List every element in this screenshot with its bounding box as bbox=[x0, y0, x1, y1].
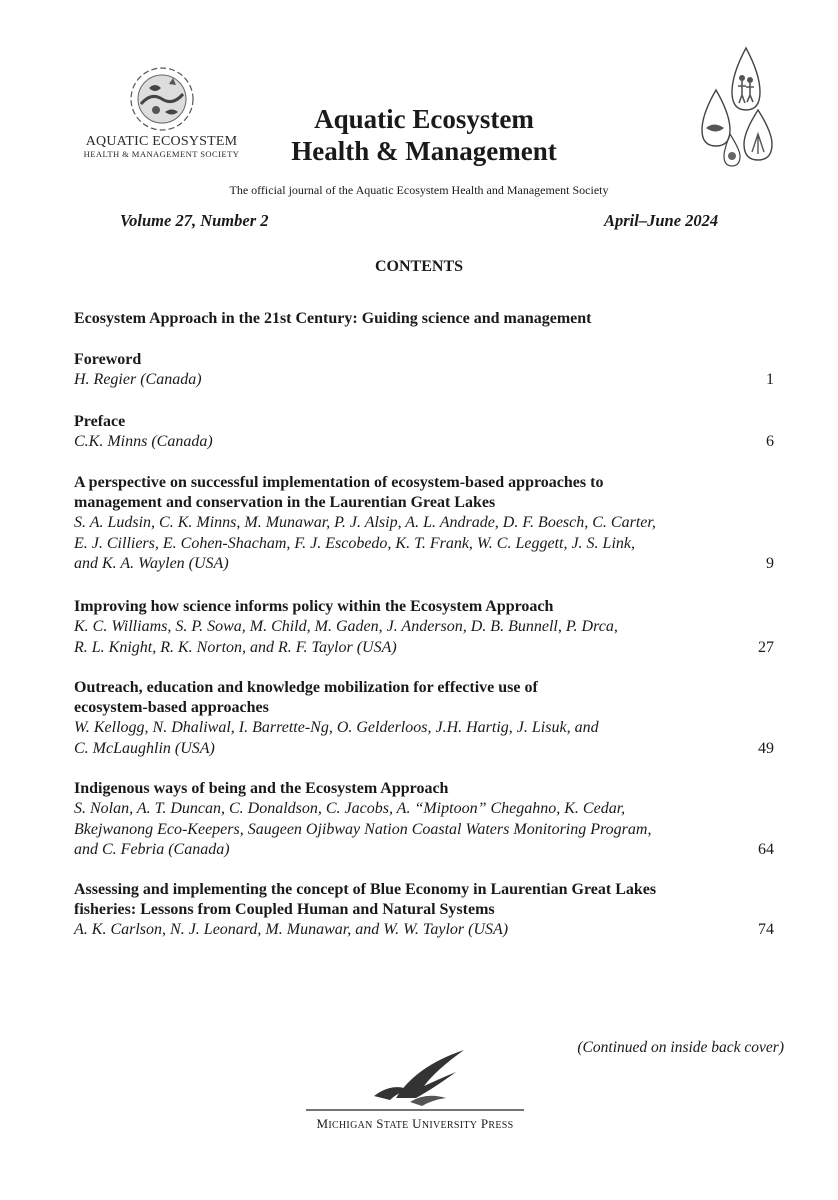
toc-entry-preface bbox=[74, 412, 774, 453]
society-logo bbox=[74, 66, 249, 171]
toc-entry-blue-economy bbox=[74, 880, 774, 941]
volume-number: Volume 27, Number 2 bbox=[120, 211, 269, 230]
society-subtitle: HEALTH & MANAGEMENT SOCIETY bbox=[83, 149, 240, 159]
journal-title-line-1: Aquatic Ecosystem bbox=[314, 104, 534, 134]
journal-title bbox=[230, 103, 618, 167]
entry-authors: S. A. Ludsin, C. K. Minns, M. Munawar, P. J. Alsip, A. L. Andrade, D. F. Boesch, C. Carter, E. J. Cilliers, E. Cohen-Shacham, F. J. Escobedo, K. T. Frank, W. C. Leggett, J. S. Link, and K. A. Waylen (USA) bbox=[74, 514, 656, 572]
entry-page: 49 bbox=[758, 739, 774, 757]
continued-note: (Continued on inside back cover) bbox=[577, 1039, 784, 1056]
society-emblem-icon bbox=[129, 66, 195, 132]
entry-title: Foreword bbox=[74, 351, 142, 368]
entry-authors: H. Regier (Canada) bbox=[74, 371, 202, 388]
entry-page: 74 bbox=[758, 921, 774, 938]
entry-authors: S. Nolan, A. T. Duncan, C. Donaldson, C. Jacobs, A. “Miptoon” Chegahno, K. Cedar, Bkejwanong Eco-Keepers, Saugeen Ojibway Nation Coastal Waters Monitoring Program, and C. Febria (Canada) bbox=[74, 800, 652, 858]
entry-page: 6 bbox=[766, 433, 774, 450]
entry-page: 9 bbox=[766, 555, 774, 572]
press-name: MICHIGAN STATE UNIVERSITY PRESS bbox=[316, 1116, 514, 1131]
contents-heading: CONTENTS bbox=[374, 258, 464, 275]
issue-date: April–June 2024 bbox=[604, 211, 719, 230]
entry-page: 1 bbox=[766, 371, 774, 388]
journal-tagline: The official journal of the Aquatic Ecosystem Health and Management Society bbox=[229, 183, 609, 197]
entry-title: Outreach, education and knowledge mobilization for effective use of ecosystem-based approaches bbox=[74, 679, 538, 716]
toc-entry-science-policy bbox=[74, 597, 774, 658]
entry-title: Indigenous ways of being and the Ecosystem Approach bbox=[74, 780, 449, 797]
entry-authors: W. Kellogg, N. Dhaliwal, I. Barrette-Ng, O. Gelderloos, J.H. Hartig, J. Lisuk, and C. McLaughlin (USA) bbox=[74, 719, 599, 757]
toc-entry-foreword bbox=[74, 350, 774, 391]
entry-authors: A. K. Carlson, N. J. Leonard, M. Munawar, and W. W. Taylor (USA) bbox=[74, 921, 509, 938]
entry-title: Improving how science informs policy within the Ecosystem Approach bbox=[74, 598, 554, 615]
society-name: AQUATIC ECOSYSTEM bbox=[85, 134, 238, 149]
entry-page: 64 bbox=[758, 841, 774, 858]
toc-entry-perspective bbox=[74, 473, 774, 575]
journal-drop-logo bbox=[694, 44, 784, 170]
entry-title: Preface bbox=[74, 413, 126, 430]
bird-wing-icon bbox=[306, 1046, 524, 1116]
entry-title: A perspective on successful implementation of ecosystem-based approaches to management and conservation in the Laurentian Great Lakes bbox=[74, 474, 604, 511]
entry-title: Assessing and implementing the concept of Blue Economy in Laurentian Great Lakes fisheries: Lessons from Coupled Human and Natural Systems bbox=[74, 881, 657, 918]
entry-page: 27 bbox=[758, 638, 774, 656]
entry-authors: C.K. Minns (Canada) bbox=[74, 433, 213, 450]
toc-entry-indigenous bbox=[74, 779, 774, 861]
water-drops-icon bbox=[694, 44, 784, 170]
toc-entry-outreach bbox=[74, 678, 774, 759]
section-title: Ecosystem Approach in the 21st Century: Guiding science and management bbox=[74, 310, 592, 327]
entry-authors: K. C. Williams, S. P. Sowa, M. Child, M. Gaden, J. Anderson, D. B. Bunnell, P. Drca, R. L. Knight, R. K. Norton, and R. F. Taylor (USA) bbox=[74, 618, 618, 656]
journal-title-line-2: Health & Management bbox=[291, 136, 557, 166]
